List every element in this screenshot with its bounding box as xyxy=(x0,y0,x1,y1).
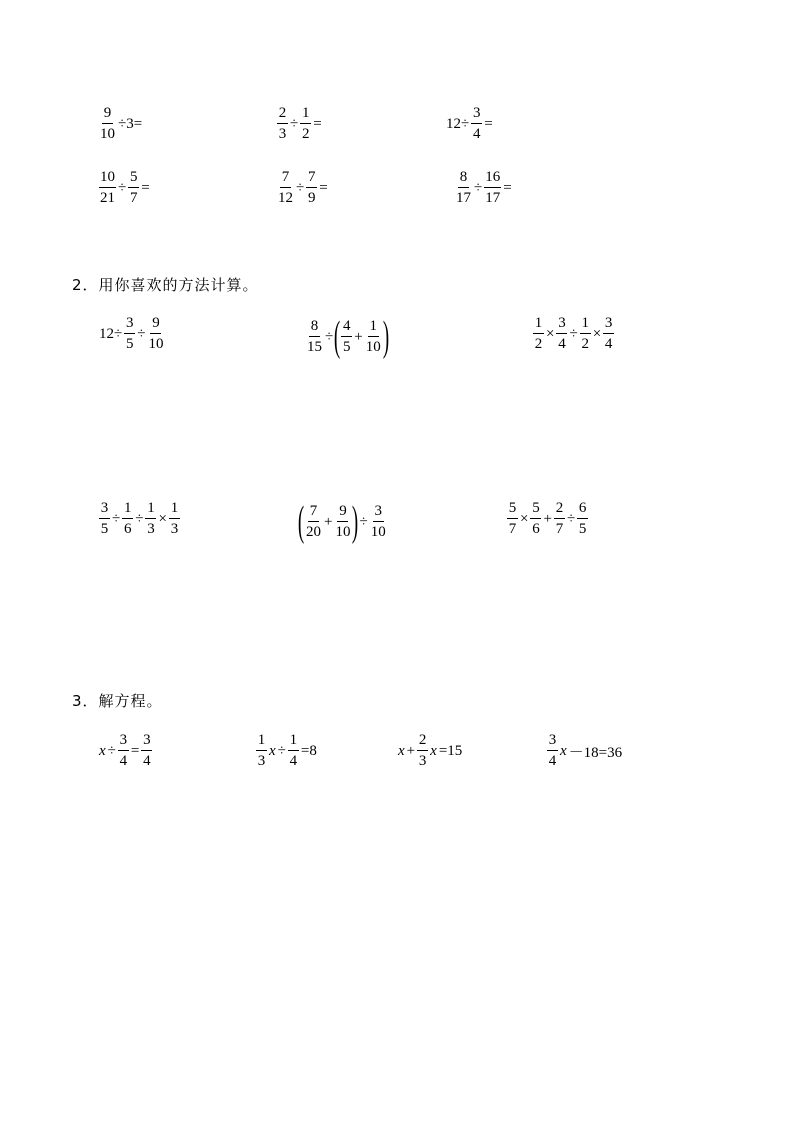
equation-2: $\frac{1}{3}$ x ÷ $\frac{1}{4}$ =8 xyxy=(257,732,317,769)
fraction: $\frac{3}{4}$ xyxy=(119,732,128,769)
expr-2-1: 12÷ $\frac{3}{5}$ ÷ $\frac{9}{10}$ xyxy=(99,315,164,352)
section-2-heading: 2．用你喜欢的方法计算。 xyxy=(72,276,259,294)
fraction: $\frac{1}{10}$ xyxy=(365,318,381,355)
fraction: $\frac{2}{3}$ xyxy=(418,732,427,769)
left-paren: ( xyxy=(334,314,341,360)
right-paren: ) xyxy=(382,314,389,360)
fraction: $\frac{1}{3}$ xyxy=(170,500,179,537)
right-paren: ) xyxy=(352,499,359,545)
expr-1-6: $\frac{8}{17}$ ÷ $\frac{16}{17}$ = xyxy=(456,169,512,206)
fraction: $\frac{3}{4}$ xyxy=(143,732,151,769)
fraction: $\frac{1}{2}$ xyxy=(534,315,543,352)
fraction: $\frac{1}{6}$ xyxy=(123,500,132,537)
fraction: $\frac{10}{21}$ xyxy=(100,169,115,206)
equation-1: x ÷ $\frac{3}{4}$ = $\frac{3}{4}$ xyxy=(99,732,151,769)
equation-4: $\frac{3}{4}$ x －18=36 xyxy=(548,732,623,769)
fraction: $\frac{1}{3}$ xyxy=(147,500,155,537)
fraction: $\frac{2}{3}$ xyxy=(278,105,287,142)
fraction: $\frac{7}{20}$ xyxy=(306,503,321,540)
expr-2-4: $\frac{3}{5}$ ÷ $\frac{1}{6}$ ÷ $\frac{1}{3}$ × $\frac{1}{3}$ xyxy=(100,500,179,537)
fraction: $\frac{1}{2}$ xyxy=(301,105,310,142)
fraction: $\frac{3}{4}$ xyxy=(472,105,481,142)
left-paren: ( xyxy=(297,499,305,545)
fraction: $\frac{9}{10}$ xyxy=(100,105,115,142)
fraction: $\frac{9}{10}$ xyxy=(335,503,351,540)
fraction: $\frac{1}{2}$ xyxy=(581,315,589,352)
fraction: $\frac{7}{12}$ xyxy=(278,169,293,206)
expr-1-2: $\frac{2}{3}$ ÷ $\frac{1}{2}$ = xyxy=(278,105,322,142)
fraction: $\frac{3}{4}$ xyxy=(558,315,566,352)
fraction: $\frac{8}{17}$ xyxy=(456,169,471,206)
fraction: $\frac{3}{4}$ xyxy=(604,315,613,352)
fraction: $\frac{7}{9}$ xyxy=(307,169,316,206)
fraction: $\frac{3}{10}$ xyxy=(370,503,386,540)
fraction: $\frac{3}{5}$ xyxy=(100,500,109,537)
fraction: $\frac{6}{5}$ xyxy=(578,500,587,537)
fraction: $\frac{3}{5}$ xyxy=(125,315,134,352)
expr-2-3: $\frac{1}{2}$ × $\frac{3}{4}$ ÷ $\frac{1}{2}$ × $\frac{3}{4}$ xyxy=(534,315,613,352)
fraction: $\frac{5}{7}$ xyxy=(129,169,138,206)
fraction: $\frac{9}{10}$ xyxy=(148,315,164,352)
expr-1-1: $\frac{9}{10}$ ÷3= xyxy=(100,105,143,142)
fraction: $\frac{8}{15}$ xyxy=(307,318,322,355)
expr-1-4: $\frac{10}{21}$ ÷ $\frac{5}{7}$ = xyxy=(100,169,150,206)
expr-2-6: $\frac{5}{7}$ × $\frac{5}{6}$ + $\frac{2}{7}$ ÷ $\frac{6}{5}$ xyxy=(508,500,587,537)
fraction: $\frac{4}{5}$ xyxy=(342,318,351,355)
expr-2-2: $\frac{8}{15}$ ÷ ( $\frac{4}{5}$ + $\frac{1}{10}$ ) xyxy=(307,314,389,360)
fraction: $\frac{5}{7}$ xyxy=(508,500,517,537)
fraction: $\frac{1}{3}$ xyxy=(257,732,266,769)
fraction: $\frac{5}{6}$ xyxy=(532,500,540,537)
section-3-heading: 3．解方程。 xyxy=(72,692,163,710)
fraction: $\frac{16}{17}$ xyxy=(485,169,501,206)
equation-3: x + $\frac{2}{3}$ x =15 xyxy=(398,732,463,769)
fraction: $\frac{1}{4}$ xyxy=(289,732,298,769)
expr-1-3: 12÷ $\frac{3}{4}$ = xyxy=(446,105,493,142)
fraction: $\frac{2}{7}$ xyxy=(555,500,564,537)
expr-2-5: ( $\frac{7}{20}$ + $\frac{9}{10}$ ) ÷ $\frac{3}{10}$ xyxy=(297,499,386,545)
fraction: $\frac{3}{4}$ xyxy=(548,732,557,769)
expr-1-5: $\frac{7}{12}$ ÷ $\frac{7}{9}$ = xyxy=(278,169,328,206)
